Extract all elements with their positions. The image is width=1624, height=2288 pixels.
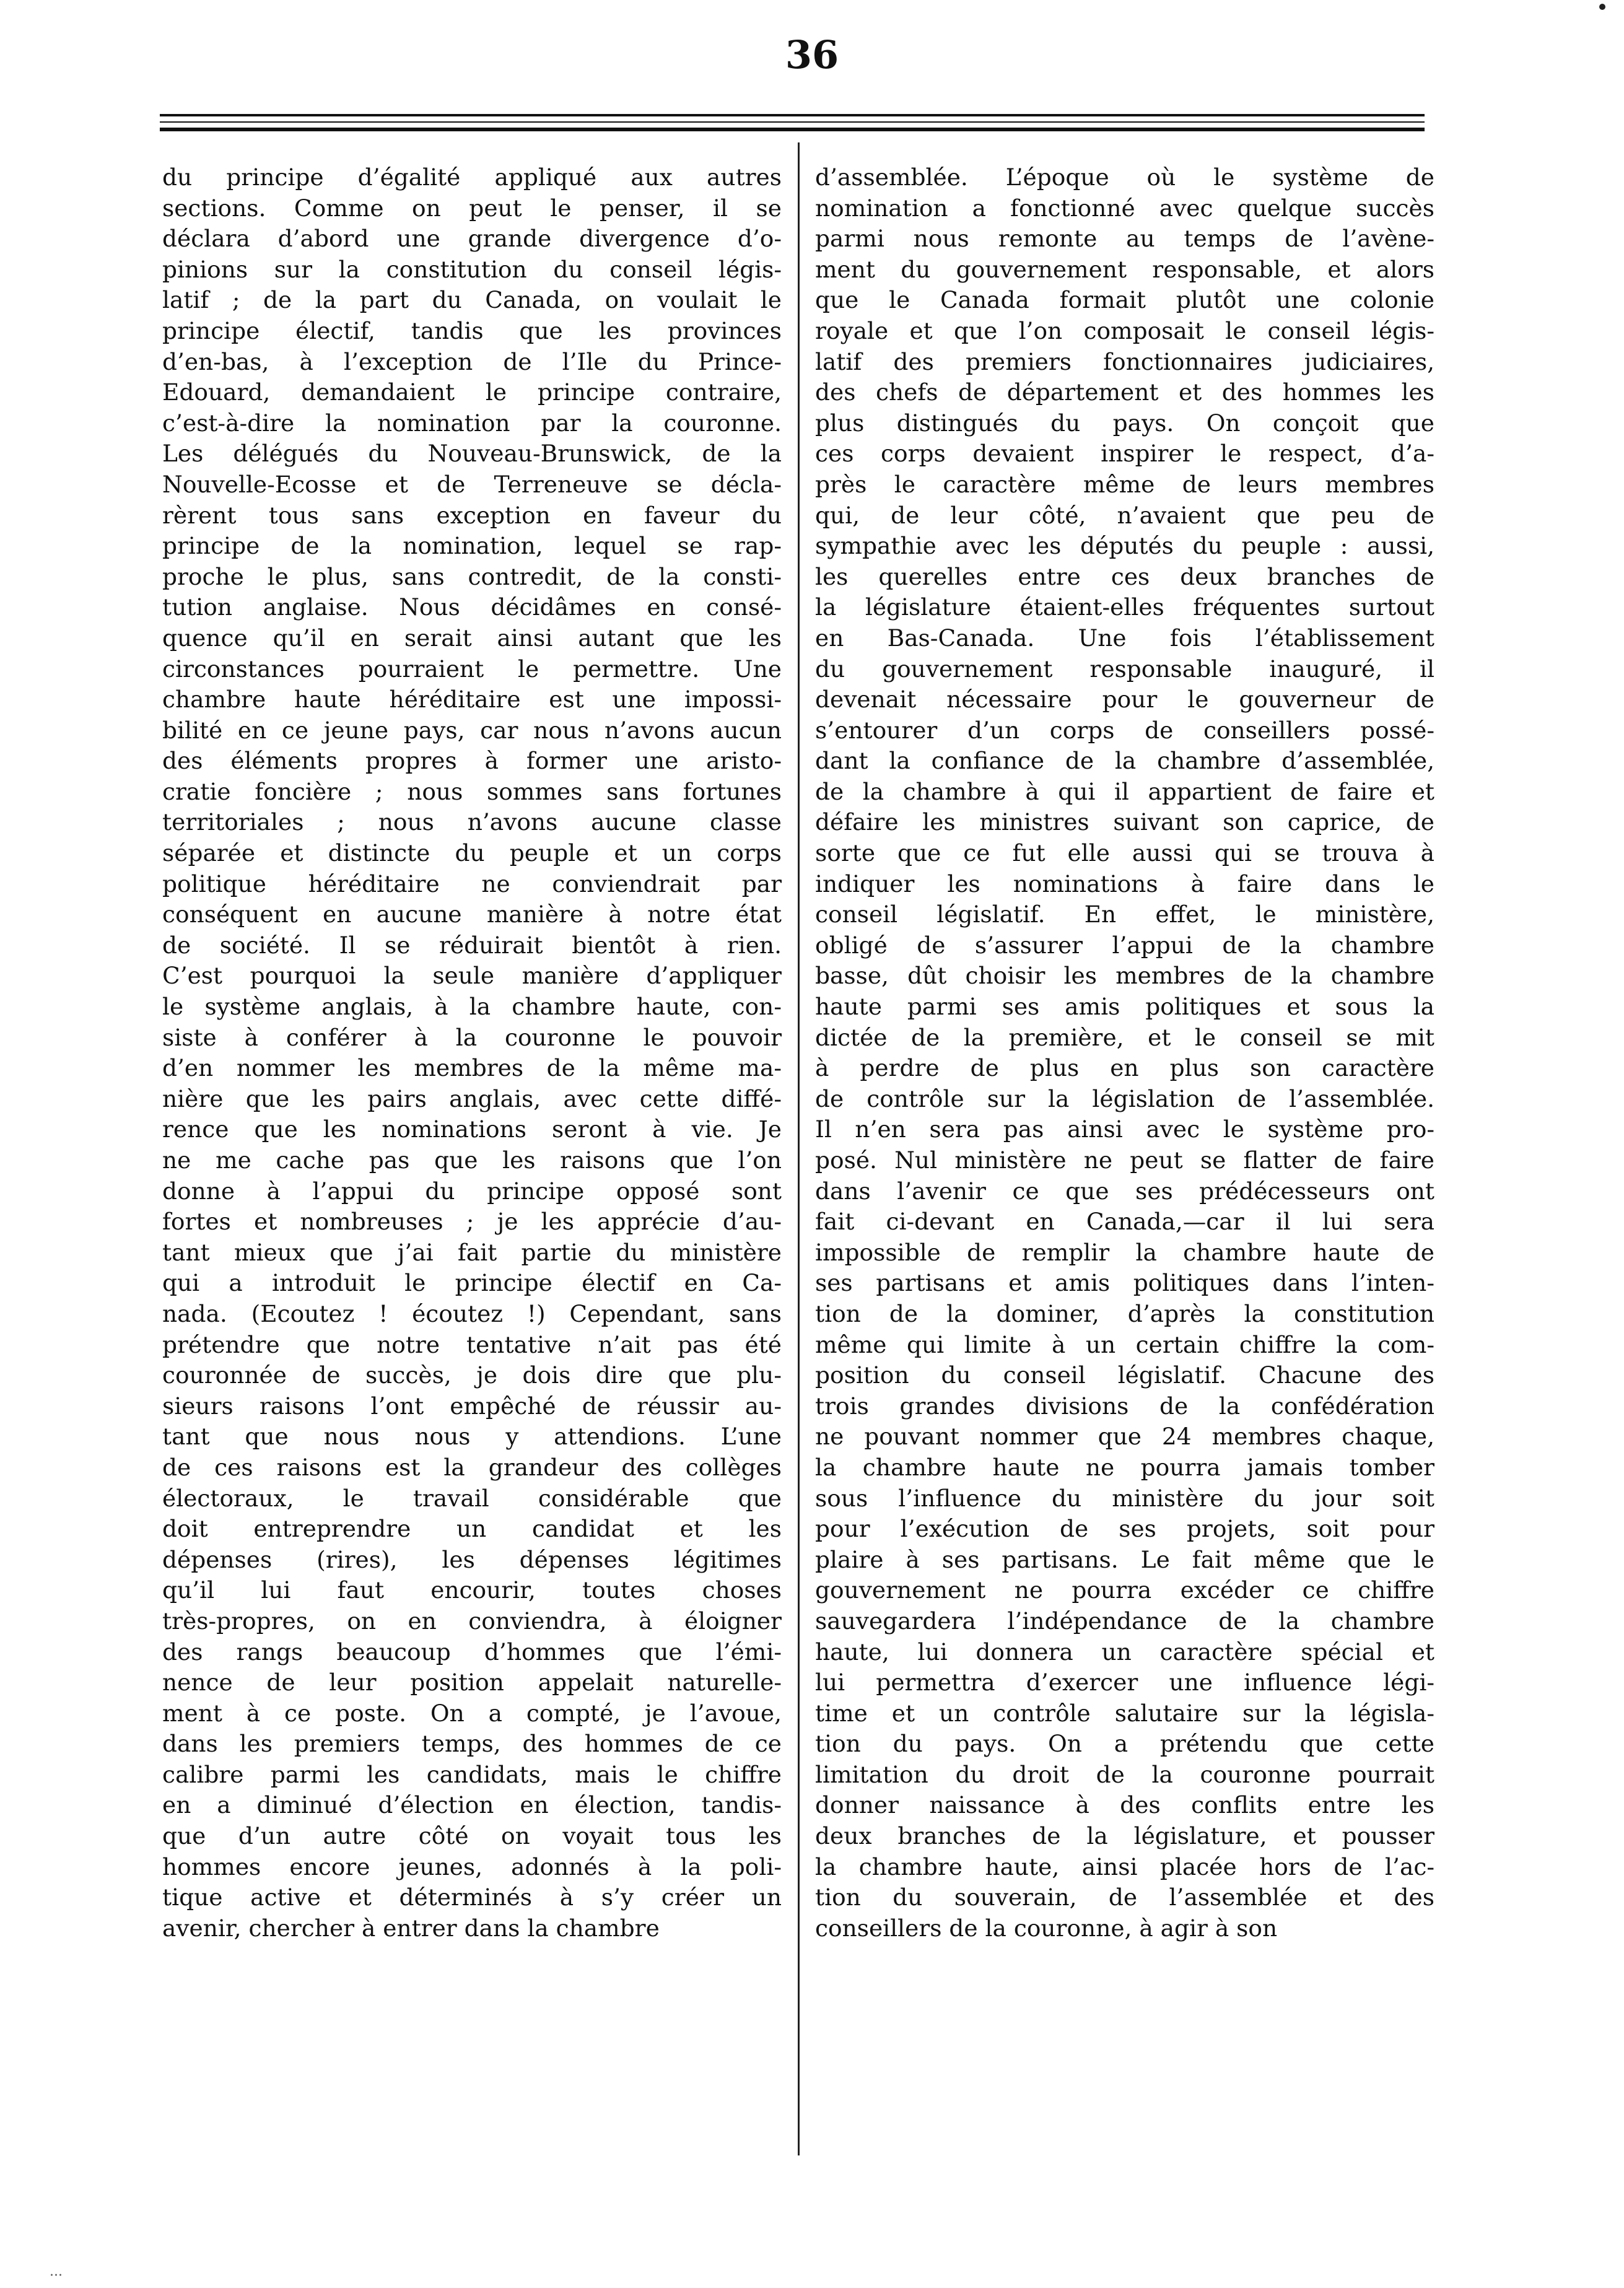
page-number: 36: [785, 32, 839, 77]
text-line: à perdre de plus en plus son caractère: [815, 1054, 1434, 1082]
text-line: circonstances pourraient le permettre. Une: [162, 655, 782, 683]
text-line: de contrôle sur la législation de l’assemblée.: [815, 1085, 1434, 1112]
text-line: électoraux, le travail considérable que: [162, 1484, 782, 1512]
text-line: des éléments propres à former une aristo-: [162, 747, 782, 775]
text-line: nence de leur position appelait naturelle-: [162, 1669, 782, 1696]
text-line: rence que les nominations seront à vie. Je: [162, 1116, 782, 1143]
text-line: royale et que l’on composait le conseil légis-: [815, 317, 1434, 344]
text-line: nada. (Ecoutez ! écoutez !) Cependant, sans: [162, 1299, 782, 1327]
text-line: de société. Il se réduirait bientôt à rien.: [162, 931, 782, 959]
text-line: près le caractère même de leurs membres: [815, 470, 1434, 498]
text-line: latif ; de la part du Canada, on voulait le: [162, 286, 782, 314]
text-line: territoriales ; nous n’avons aucune classe: [162, 808, 782, 836]
text-line: tion de la dominer, d’après la constitution: [815, 1299, 1434, 1327]
text-line: le système anglais, à la chambre haute, con-: [162, 993, 782, 1021]
text-line: séparée et distincte du peuple et un corps: [162, 839, 782, 867]
text-line: tion du souverain, de l’assemblée et des: [815, 1884, 1434, 1911]
text-line: lui permettra d’exercer une influence légi-: [815, 1669, 1434, 1696]
text-line: parmi nous remonte au temps de l’avène-: [815, 225, 1434, 253]
text-line: conseil législatif. En effet, le ministère,: [815, 901, 1434, 928]
text-line: conseillers de la couronne, à agir à son: [815, 1914, 1278, 1942]
text-line: siste à conférer à la couronne le pouvoir: [162, 1023, 782, 1051]
text-line: tution anglaise. Nous décidâmes en consé-: [162, 593, 782, 621]
text-line: cratie foncière ; nous sommes sans fortunes: [162, 777, 782, 805]
text-line: tion du pays. On a prétendu que cette: [815, 1730, 1434, 1758]
text-line: s’entourer d’un corps de conseillers possé-: [815, 716, 1434, 744]
text-line: qu’il lui faut encourir, toutes choses: [162, 1576, 782, 1604]
text-line: qui, de leur côté, n’avaient que peu de: [815, 501, 1434, 529]
text-line: hommes encore jeunes, adonnés à la poli-: [162, 1853, 782, 1880]
left-text-column: [162, 162, 782, 1944]
text-line: même qui limite à un certain chiffre la com-: [815, 1330, 1434, 1358]
text-line: ses partisans et amis politiques dans l’inten-: [815, 1269, 1434, 1297]
text-line: tant que nous nous y attendions. L’une: [162, 1423, 782, 1451]
text-line: d’en-bas, à l’exception de l’Ile du Prince-: [162, 347, 782, 375]
text-line: Edouard, demandaient le principe contraire,: [162, 378, 782, 406]
text-line: limitation du droit de la couronne pourrait: [815, 1760, 1434, 1788]
text-line: latif des premiers fonctionnaires judiciaires,: [815, 347, 1434, 375]
text-line: calibre parmi les candidats, mais le chiffre: [162, 1760, 782, 1788]
text-line: deux branches de la législature, et pousser: [815, 1822, 1434, 1850]
text-line: politique héréditaire ne conviendrait par: [162, 870, 782, 897]
text-line: dans l’avenir ce que ses prédécesseurs ont: [815, 1177, 1434, 1205]
text-line: tique active et déterminés à s’y créer un: [162, 1884, 782, 1911]
text-line: time et un contrôle salutaire sur la législa-: [815, 1699, 1434, 1727]
text-line: quence qu’il en serait ainsi autant que les: [162, 624, 782, 652]
header-rule-middle: [160, 121, 1425, 123]
text-line: plus distingués du pays. On conçoit que: [815, 409, 1434, 437]
text-line: sorte que ce fut elle aussi qui se trouva à: [815, 839, 1434, 867]
text-line: la chambre haute, ainsi placée hors de l’ac-: [815, 1853, 1434, 1880]
text-line: impossible de remplir la chambre haute de: [815, 1238, 1434, 1266]
text-line: très-propres, on en conviendra, à éloigner: [162, 1607, 782, 1635]
text-line: en a diminué d’élection en élection, tandis-: [162, 1791, 782, 1819]
text-line: haute, lui donnera un caractère spécial et: [815, 1638, 1434, 1666]
text-line: Nouvelle-Ecosse et de Terreneuve se décla-: [162, 470, 782, 498]
text-line: rèrent tous sans exception en faveur du: [162, 501, 782, 529]
text-line: doit entreprendre un candidat et les: [162, 1515, 782, 1543]
text-line: c’est-à-dire la nomination par la couronne.: [162, 409, 782, 437]
text-line: pour l’exécution de ses projets, soit pour: [815, 1515, 1434, 1543]
text-line: des chefs de département et des hommes les: [815, 378, 1434, 406]
text-line: trois grandes divisions de la confédération: [815, 1392, 1434, 1420]
text-line: ne pouvant nommer que 24 membres chaque,: [815, 1423, 1434, 1451]
text-line: indiquer les nominations à faire dans le: [815, 870, 1434, 897]
text-line: nière que les pairs anglais, avec cette diffé-: [162, 1085, 782, 1112]
text-line: donne à l’appui du principe opposé sont: [162, 1177, 782, 1205]
text-line: Les délégués du Nouveau-Brunswick, de la: [162, 440, 782, 468]
text-line: les querelles entre ces deux branches de: [815, 562, 1434, 590]
text-line: principe de la nomination, lequel se rap-: [162, 532, 782, 560]
text-line: des rangs beaucoup d’hommes que l’émi-: [162, 1638, 782, 1666]
text-line: ces corps devaient inspirer le respect, d’a-: [815, 440, 1434, 468]
text-line: ment du gouvernement responsable, et alors: [815, 255, 1434, 283]
text-line: la législature étaient-elles fréquentes surtout: [815, 593, 1434, 621]
text-line: sauvegardera l’indépendance de la chambre: [815, 1607, 1434, 1635]
text-line: principe électif, tandis que les provinces: [162, 317, 782, 344]
text-line: gouvernement ne pourra excéder ce chiffre: [815, 1576, 1434, 1604]
text-line: sieurs raisons l’ont empêché de réussir au-: [162, 1392, 782, 1420]
text-line: Il n’en sera pas ainsi avec le système pro-: [815, 1116, 1434, 1143]
corner-ink-mark: [1599, 4, 1605, 10]
header-rule-bottom: [160, 128, 1425, 131]
text-line: pinions sur la constitution du conseil légis-: [162, 255, 782, 283]
text-line: donner naissance à des conflits entre les: [815, 1791, 1434, 1819]
text-line: dépenses (rires), les dépenses légitimes: [162, 1545, 782, 1573]
text-line: prétendre que notre tentative n’ait pas été: [162, 1330, 782, 1358]
right-text-column: [815, 162, 1434, 1944]
text-line: sections. Comme on peut le penser, il se: [162, 194, 782, 222]
text-line: dictée de la première, et le conseil se mit: [815, 1023, 1434, 1051]
text-line: ment à ce poste. On a compté, je l’avoue,: [162, 1699, 782, 1727]
text-line: obligé de s’assurer l’appui de la chambre: [815, 931, 1434, 959]
text-line: du principe d’égalité appliqué aux autres: [162, 164, 782, 191]
text-line: d’assemblée. L’époque où le système de: [815, 164, 1434, 191]
text-line: fortes et nombreuses ; je les apprécie d’au-: [162, 1208, 782, 1236]
text-line: que le Canada formait plutôt une colonie: [815, 286, 1434, 314]
column-divider: [798, 142, 800, 2155]
text-line: haute parmi ses amis politiques et sous la: [815, 993, 1434, 1021]
text-line: qui a introduit le principe électif en Ca-: [162, 1269, 782, 1297]
text-line: couronnée de succès, je dois dire que plu-: [162, 1361, 782, 1389]
text-line: position du conseil législatif. Chacune des: [815, 1361, 1434, 1389]
text-line: défaire les ministres suivant son caprice, de: [815, 808, 1434, 836]
text-line: bilité en ce jeune pays, car nous n’avons aucun: [162, 716, 782, 744]
text-line: en Bas-Canada. Une fois l’établissement: [815, 624, 1434, 652]
text-line: fait ci-devant en Canada,—car il lui sera: [815, 1208, 1434, 1236]
text-line: sympathie avec les députés du peuple : aussi,: [815, 532, 1434, 560]
text-line: conséquent en aucune manière à notre état: [162, 901, 782, 928]
text-line: d’en nommer les membres de la même ma-: [162, 1054, 782, 1082]
header-rule-top: [160, 114, 1425, 116]
text-line: basse, dût choisir les membres de la chambre: [815, 962, 1434, 990]
text-line: posé. Nul ministère ne peut se flatter de faire: [815, 1146, 1434, 1174]
text-line: sous l’influence du ministère du jour soit: [815, 1484, 1434, 1512]
text-line: du gouvernement responsable inauguré, il: [815, 655, 1434, 683]
text-line: la chambre haute ne pourra jamais tomber: [815, 1453, 1434, 1481]
text-line: avenir, chercher à entrer dans la chambre: [162, 1914, 660, 1942]
footer-mark: ...: [50, 2264, 63, 2279]
text-line: que d’un autre côté on voyait tous les: [162, 1822, 782, 1850]
text-line: de ces raisons est la grandeur des collèges: [162, 1453, 782, 1481]
text-line: proche le plus, sans contredit, de la consti-: [162, 562, 782, 590]
text-line: C’est pourquoi la seule manière d’appliquer: [162, 962, 782, 990]
text-line: ne me cache pas que les raisons que l’on: [162, 1146, 782, 1174]
text-line: chambre haute héréditaire est une impossi-: [162, 686, 782, 714]
text-line: dant la confiance de la chambre d’assemblée,: [815, 747, 1434, 775]
text-line: tant mieux que j’ai fait partie du ministère: [162, 1238, 782, 1266]
text-line: nomination a fonctionné avec quelque succès: [815, 194, 1434, 222]
text-line: déclara d’abord une grande divergence d’o-: [162, 225, 782, 253]
text-line: plaire à ses partisans. Le fait même que le: [815, 1545, 1434, 1573]
text-line: devenait nécessaire pour le gouverneur de: [815, 686, 1434, 714]
text-line: de la chambre à qui il appartient de faire et: [815, 777, 1434, 805]
text-line: dans les premiers temps, des hommes de ce: [162, 1730, 782, 1758]
